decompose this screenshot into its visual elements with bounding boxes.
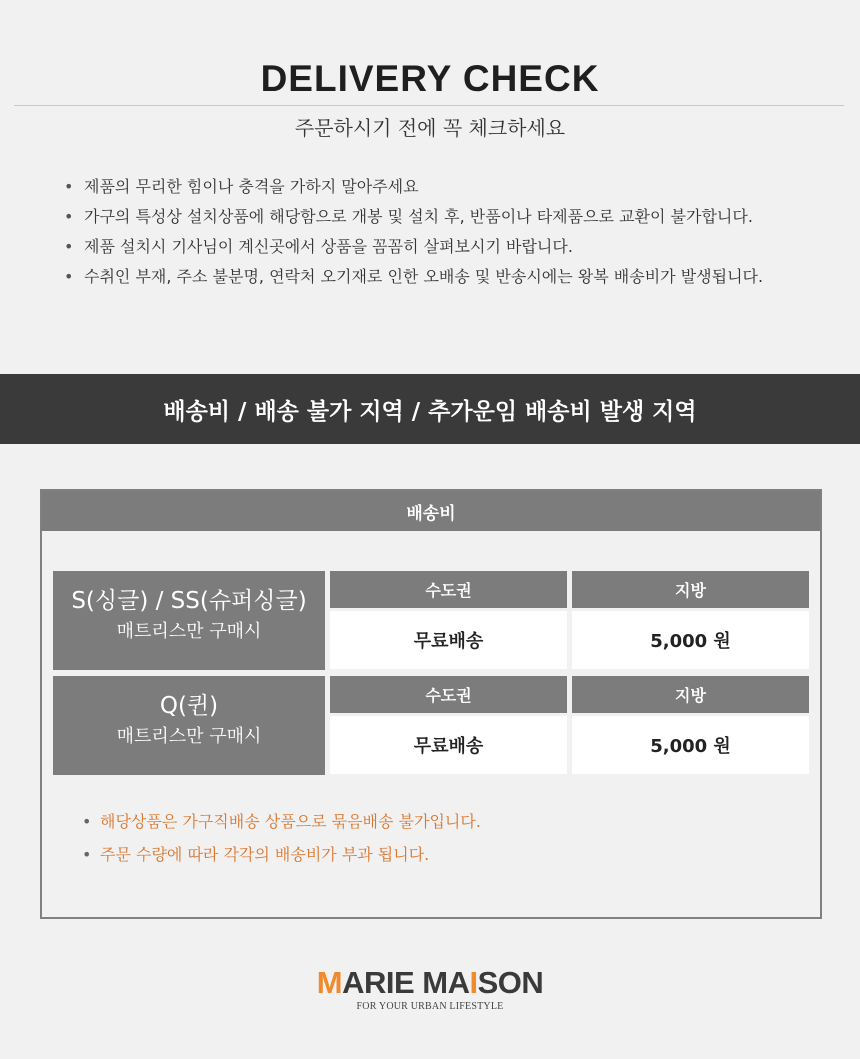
brand-name-part: SON — [477, 965, 544, 1000]
title-divider — [14, 105, 844, 106]
size-condition: 매트리스만 구매시 — [116, 621, 262, 642]
size-cell-queen — [53, 676, 325, 775]
section-banner — [0, 374, 860, 444]
brand-tagline: FOR YOUR URBAN LIFESTYLE — [356, 1001, 504, 1012]
caution-text: 가구의 특성상 설치상품에 해당함으로 개봉 및 설치 후, 반품이나 타제품으로 교환이 불가합니다. — [84, 207, 753, 226]
caution-text: 수취인 부재, 주소 불분명, 연락처 오기재로 인한 오배송 및 반송시에는 왕복 배송비가 발생됩니다. — [84, 267, 764, 286]
size-cell-single — [53, 571, 325, 670]
metro-header: 수도권 — [330, 571, 567, 608]
shipping-fee-header: 배송비 — [42, 491, 820, 531]
shipping-footnotes — [82, 805, 481, 871]
brand-logo — [0, 965, 860, 1012]
bullet-icon: • — [82, 812, 92, 831]
caution-item — [64, 202, 763, 232]
region-fee: 5,000 원 — [572, 611, 809, 669]
brand-accent-letter: I — [469, 965, 478, 1000]
caution-text: 제품의 무리한 힘이나 충격을 가하지 말아주세요 — [84, 177, 419, 196]
bullet-icon: • — [82, 845, 92, 864]
footnote-item — [82, 805, 481, 838]
metro-fee: 무료배송 — [330, 716, 567, 774]
bullet-icon: • — [64, 177, 74, 196]
caution-item — [64, 262, 763, 292]
footnote-item — [82, 838, 481, 871]
metro-fee: 무료배송 — [330, 611, 567, 669]
caution-text: 제품 설치시 기사님이 계신곳에서 상품을 꼼꼼히 살펴보시기 바랍니다. — [84, 237, 573, 256]
size-condition: 매트리스만 구매시 — [116, 726, 262, 747]
caution-list — [64, 172, 763, 292]
section-banner-title: 배송비 / 배송 불가 지역 / 추가운임 배송비 발생 지역 — [163, 398, 697, 425]
bullet-icon: • — [64, 207, 74, 226]
page-subtitle: 주문하시기 전에 꼭 체크하세요 — [294, 116, 566, 140]
region-fee: 5,000 원 — [572, 716, 809, 774]
brand-name-part: ARIE MA — [342, 965, 470, 1000]
shipping-fee-panel — [40, 489, 822, 919]
region-header: 지방 — [572, 571, 809, 608]
caution-item — [64, 172, 763, 202]
metro-header: 수도권 — [330, 676, 567, 713]
bullet-icon: • — [64, 267, 74, 286]
page-title: DELIVERY CHECK — [260, 58, 600, 99]
caution-item — [64, 232, 763, 262]
brand-accent-letter: M — [316, 965, 343, 1000]
brand-wordmark — [0, 965, 860, 1001]
footnote-text: 해당상품은 가구직배송 상품으로 묶음배송 불가입니다. — [100, 812, 481, 831]
region-header: 지방 — [572, 676, 809, 713]
size-name: Q(퀸) — [159, 693, 219, 719]
size-name: S(싱글) / SS(슈퍼싱글) — [71, 588, 307, 614]
footnote-text: 주문 수량에 따라 각각의 배송비가 부과 됩니다. — [100, 845, 430, 864]
bullet-icon: • — [64, 237, 74, 256]
